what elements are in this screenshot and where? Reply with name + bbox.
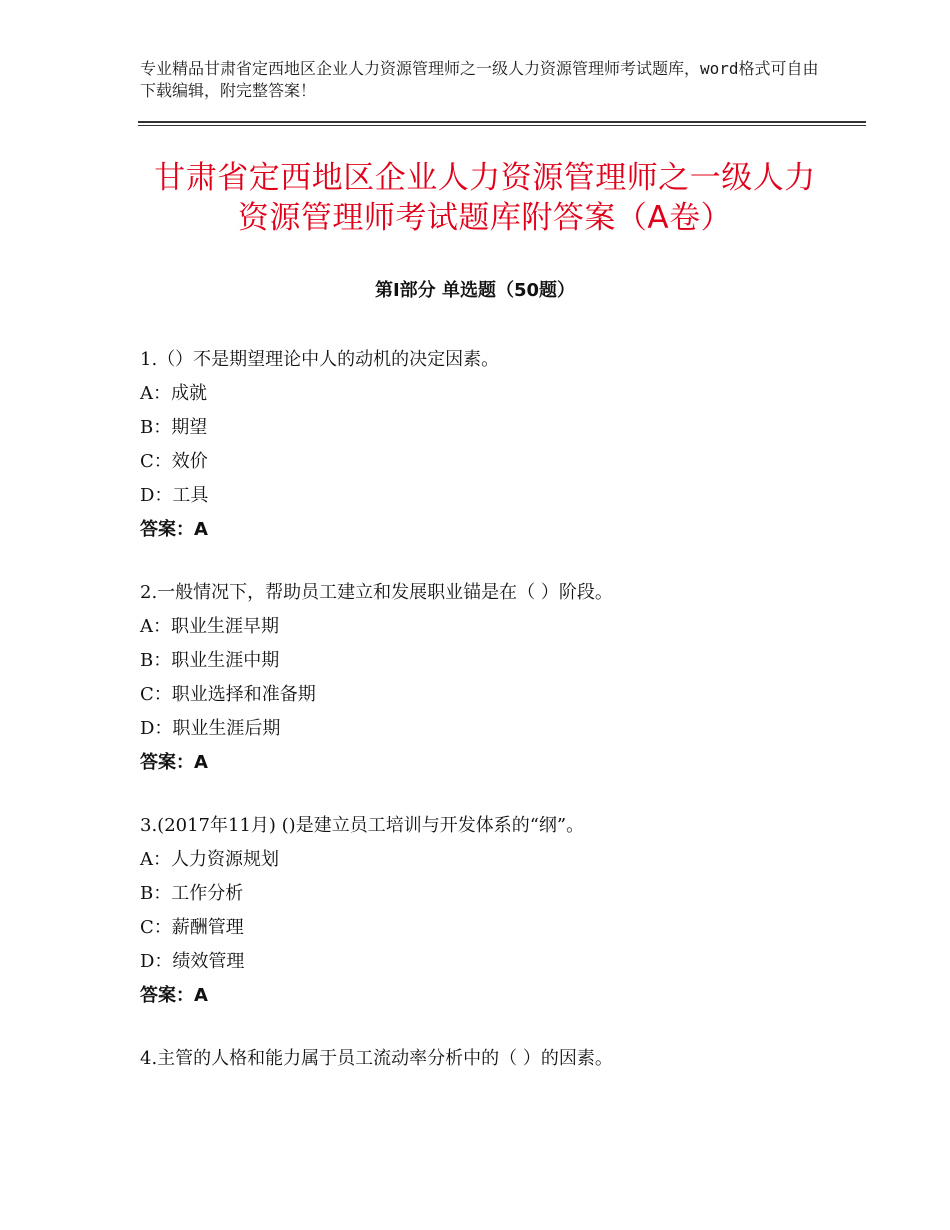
option-a: A：人力资源规划 bbox=[140, 849, 279, 870]
option-b: B：工作分析 bbox=[140, 883, 244, 904]
question-stem: 4.主管的人格和能力属于员工流动率分析中的（ ）的因素。 bbox=[140, 1048, 613, 1069]
option-d: D：职业生涯后期 bbox=[140, 718, 281, 739]
question-2 bbox=[140, 576, 860, 780]
question-stem: 1.（）不是期望理论中人的动机的决定因素。 bbox=[140, 349, 500, 370]
section-title: 第Ⅰ部分 单选题（50题） bbox=[374, 280, 575, 301]
option-b: B：期望 bbox=[140, 417, 208, 438]
answer: 答案：A bbox=[140, 985, 208, 1006]
question-1 bbox=[140, 343, 860, 547]
question-stem: 3.(2017年11月) ()是建立员工培训与开发体系的“纲”。 bbox=[140, 815, 585, 836]
option-d: D：工具 bbox=[140, 485, 209, 506]
answer: 答案：A bbox=[140, 752, 208, 773]
document-title: 甘肃省定西地区企业人力资源管理师之一级人力资源管理师考试题库附答案（A卷） bbox=[154, 160, 816, 236]
option-a: A：成就 bbox=[140, 383, 207, 404]
option-c: C：效价 bbox=[140, 451, 208, 472]
question-stem: 2.一般情况下，帮助员工建立和发展职业锚是在（ ）阶段。 bbox=[140, 582, 613, 603]
option-d: D：绩效管理 bbox=[140, 951, 245, 972]
option-b: B：职业生涯中期 bbox=[140, 650, 280, 671]
header-note: 专业精品甘肃省定西地区企业人力资源管理师之一级人力资源管理师考试题库，word格式可自由下载编辑，附完整答案！ bbox=[140, 59, 819, 100]
option-a: A：职业生涯早期 bbox=[140, 616, 279, 637]
question-3 bbox=[140, 809, 860, 1013]
question-list bbox=[140, 343, 860, 1105]
header-rule bbox=[138, 121, 866, 123]
header-rule-thin bbox=[138, 125, 866, 126]
question-4 bbox=[140, 1042, 860, 1076]
option-c: C：薪酬管理 bbox=[140, 917, 244, 938]
answer: 答案：A bbox=[140, 519, 208, 540]
option-c: C：职业选择和准备期 bbox=[140, 684, 316, 705]
